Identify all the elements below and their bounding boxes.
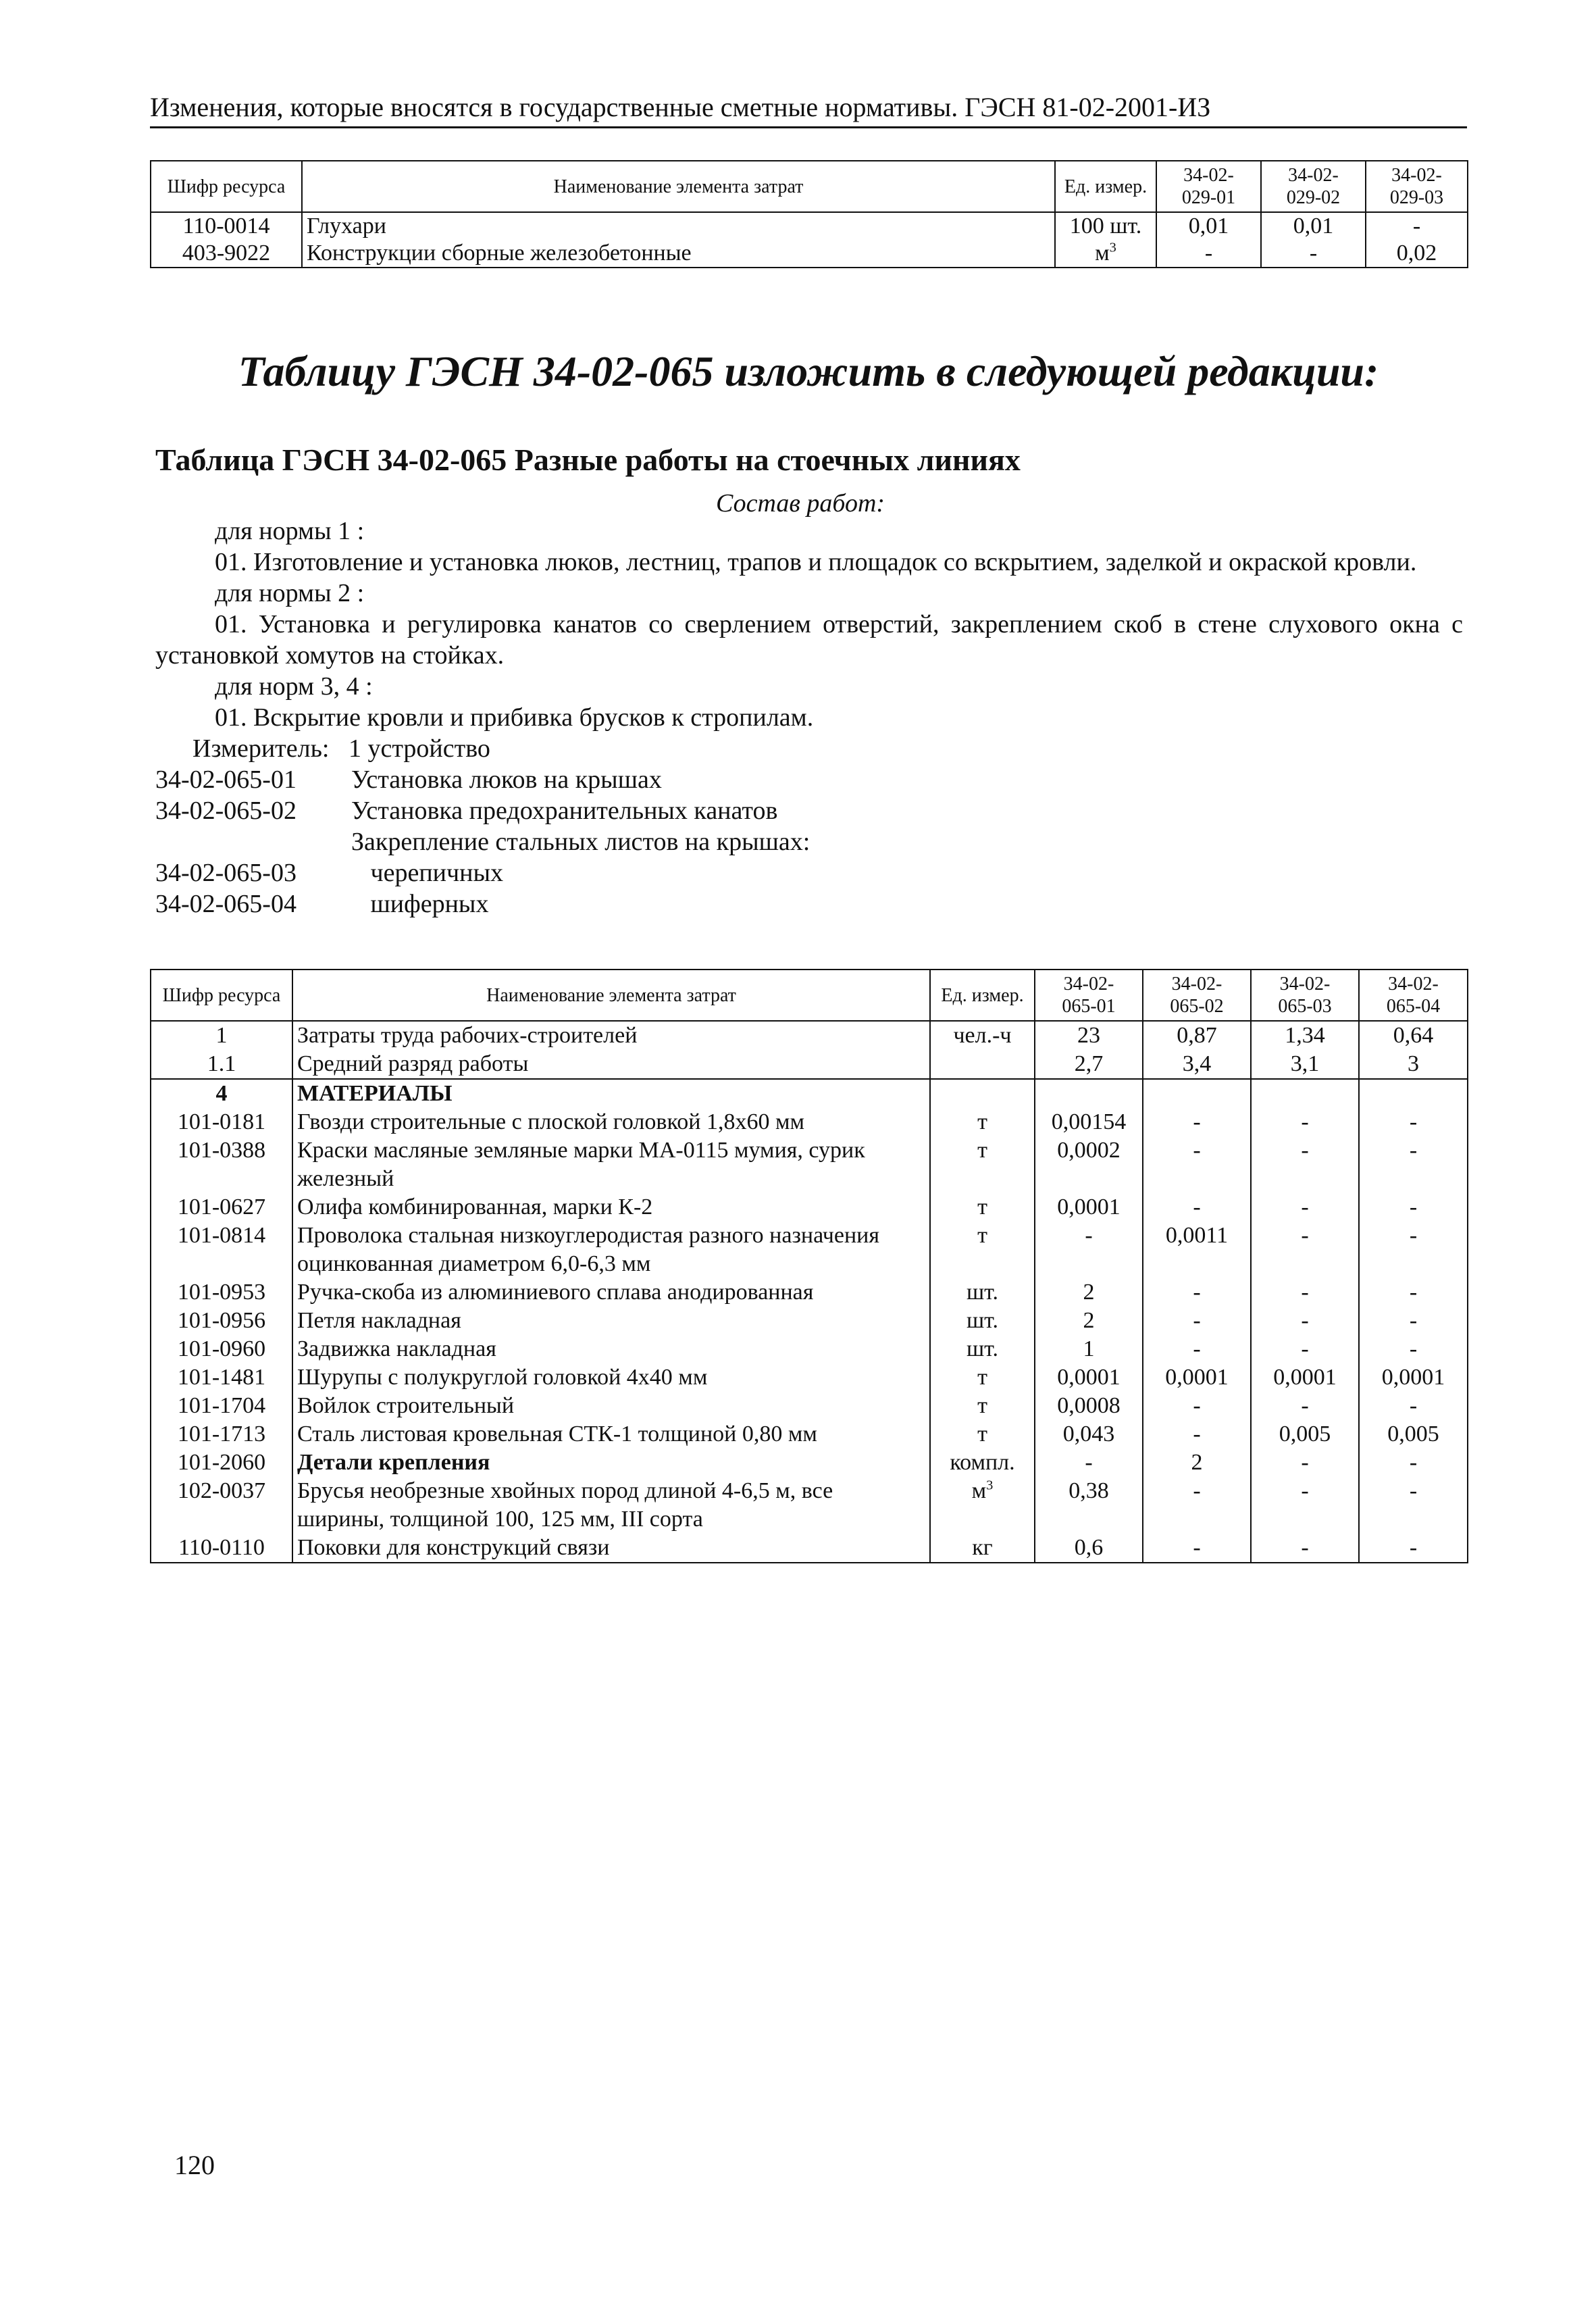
value-norm-4: - bbox=[1359, 1193, 1468, 1222]
col-header-unit: Ед. измер. bbox=[1055, 161, 1156, 212]
norm-code: 34-02-065-02 bbox=[155, 797, 297, 825]
resource-unit bbox=[930, 1477, 1035, 1534]
norm-code: 34-02-065-04 bbox=[155, 890, 297, 918]
value-norm-4: - bbox=[1359, 1307, 1468, 1335]
value-norm-4: 3 bbox=[1359, 1050, 1468, 1079]
col-header-norm-1: 34-02- 029-01 bbox=[1156, 161, 1261, 212]
table-row bbox=[151, 1363, 1468, 1392]
value-norm-4: 0,64 bbox=[1359, 1021, 1468, 1050]
resource-unit: чел.-ч bbox=[930, 1021, 1035, 1050]
value-norm-4: - bbox=[1359, 1278, 1468, 1307]
value-norm-2: - bbox=[1143, 1420, 1251, 1449]
value-norm-1: 23 bbox=[1035, 1021, 1143, 1050]
value-norm-1: - bbox=[1035, 1222, 1143, 1278]
resource-unit bbox=[1055, 240, 1156, 268]
table-row bbox=[151, 1392, 1468, 1420]
resource-code: 101-0814 bbox=[151, 1222, 292, 1278]
table-row bbox=[151, 1477, 1468, 1534]
resource-name: Сталь листовая кровельная СТК-1 толщиной 0,80 мм bbox=[292, 1420, 930, 1449]
resource-code: 102-0037 bbox=[151, 1477, 292, 1534]
resource-unit: т bbox=[930, 1193, 1035, 1222]
norm2-label: для нормы 2 : bbox=[215, 579, 365, 607]
resource-unit: шт. bbox=[930, 1307, 1035, 1335]
value-norm-1: 2,7 bbox=[1035, 1050, 1143, 1079]
value-norm-4: 0,005 bbox=[1359, 1420, 1468, 1449]
norm1-label: для нормы 1 : bbox=[215, 517, 365, 545]
resource-table-065 bbox=[150, 969, 1468, 1563]
resource-code: 101-0627 bbox=[151, 1193, 292, 1222]
norm-title: черепичных bbox=[351, 859, 503, 887]
value-norm-1 bbox=[1035, 1079, 1143, 1108]
resource-code: 1 bbox=[151, 1021, 292, 1050]
value-norm-1: 2 bbox=[1035, 1278, 1143, 1307]
unit-superscript: 3 bbox=[986, 1478, 994, 1493]
norm-title: Закрепление стальных листов на крышах: bbox=[351, 828, 810, 856]
resource-unit: т bbox=[930, 1108, 1035, 1136]
value-norm-2: - bbox=[1143, 1108, 1251, 1136]
value-norm-1: - bbox=[1156, 240, 1261, 268]
norm-row bbox=[155, 888, 1463, 920]
value-norm-4: - bbox=[1359, 1335, 1468, 1363]
value-norm-3: 1,34 bbox=[1251, 1021, 1359, 1050]
value-norm-3: 0,02 bbox=[1366, 240, 1468, 268]
norm-title: шиферных bbox=[351, 890, 489, 918]
table-row bbox=[151, 240, 1468, 268]
table-header-row bbox=[151, 161, 1468, 212]
value-norm-1: 0,01 bbox=[1156, 212, 1261, 240]
table-row bbox=[151, 1278, 1468, 1307]
value-norm-1: 0,38 bbox=[1035, 1477, 1143, 1534]
value-norm-4: - bbox=[1359, 1136, 1468, 1193]
value-norm-2: - bbox=[1143, 1392, 1251, 1420]
value-norm-2: 0,87 bbox=[1143, 1021, 1251, 1050]
value-norm-4: - bbox=[1359, 1534, 1468, 1563]
unit-superscript: 3 bbox=[1109, 240, 1116, 255]
table-row bbox=[151, 1050, 1468, 1079]
norm-row bbox=[155, 764, 1463, 795]
resource-unit: компл. bbox=[930, 1449, 1035, 1477]
table-row bbox=[151, 212, 1468, 240]
col-header-norm-3: 34-02- 029-03 bbox=[1366, 161, 1468, 212]
value-norm-2: - bbox=[1143, 1136, 1251, 1193]
col-header-code: Шифр ресурса bbox=[151, 970, 292, 1021]
value-norm-2: - bbox=[1143, 1477, 1251, 1534]
col-header-norm-4: 34-02- 065-04 bbox=[1359, 970, 1468, 1021]
value-norm-3: - bbox=[1251, 1193, 1359, 1222]
value-norm-1: 1 bbox=[1035, 1335, 1143, 1363]
value-norm-1: 2 bbox=[1035, 1307, 1143, 1335]
col-header-name: Наименование элемента затрат bbox=[302, 161, 1055, 212]
page-number: 120 bbox=[174, 2150, 215, 2180]
table-header-row bbox=[151, 970, 1468, 1021]
value-norm-1: - bbox=[1035, 1449, 1143, 1477]
value-norm-1: 0,043 bbox=[1035, 1420, 1143, 1449]
value-norm-1: 0,0002 bbox=[1035, 1136, 1143, 1193]
resource-code: 101-1713 bbox=[151, 1420, 292, 1449]
resource-code: 1.1 bbox=[151, 1050, 292, 1079]
value-norm-3: - bbox=[1251, 1278, 1359, 1307]
value-norm-4: - bbox=[1359, 1108, 1468, 1136]
resource-code: 101-1704 bbox=[151, 1392, 292, 1420]
norm-code: 34-02-065-03 bbox=[155, 859, 297, 887]
resource-unit: шт. bbox=[930, 1335, 1035, 1363]
resource-code: 101-1481 bbox=[151, 1363, 292, 1392]
section-heading: МАТЕРИАЛЫ bbox=[292, 1079, 930, 1108]
table-row bbox=[151, 1534, 1468, 1563]
meter-line: Измеритель: 1 устройство bbox=[192, 734, 490, 763]
value-norm-1: 0,0008 bbox=[1035, 1392, 1143, 1420]
col-header-norm-3: 34-02- 065-03 bbox=[1251, 970, 1359, 1021]
value-norm-2: - bbox=[1261, 240, 1366, 268]
norm-row bbox=[155, 857, 1463, 888]
resource-code: 403-9022 bbox=[151, 240, 302, 268]
resource-unit: шт. bbox=[930, 1278, 1035, 1307]
table-row bbox=[151, 1193, 1468, 1222]
resource-code: 101-0953 bbox=[151, 1278, 292, 1307]
value-norm-3: - bbox=[1251, 1222, 1359, 1278]
value-norm-2: 0,0011 bbox=[1143, 1222, 1251, 1278]
resource-unit: 100 шт. bbox=[1055, 212, 1156, 240]
unit-base: м bbox=[971, 1478, 987, 1503]
resource-code: 101-0388 bbox=[151, 1136, 292, 1193]
page-header: Изменения, которые вносятся в государственные сметные нормативы. ГЭСН 81-02-2001-ИЗ bbox=[150, 90, 1467, 128]
value-norm-3: 3,1 bbox=[1251, 1050, 1359, 1079]
resource-code: 110-0014 bbox=[151, 212, 302, 240]
value-norm-2: - bbox=[1143, 1335, 1251, 1363]
value-norm-3: 0,0001 bbox=[1251, 1363, 1359, 1392]
norm34-text: 01. Вскрытие кровли и прибивка брусков к стропилам. bbox=[215, 703, 814, 732]
value-norm-2: 0,0001 bbox=[1143, 1363, 1251, 1392]
table-title: Таблица ГЭСН 34-02-065 Разные работы на стоечных линиях bbox=[155, 443, 1021, 477]
resource-code: 101-0960 bbox=[151, 1335, 292, 1363]
resource-name: Шурупы с полукруглой головкой 4х40 мм bbox=[292, 1363, 930, 1392]
value-norm-4: - bbox=[1359, 1222, 1468, 1278]
value-norm-1: 0,00154 bbox=[1035, 1108, 1143, 1136]
resource-name: Олифа комбинированная, марки К-2 bbox=[292, 1193, 930, 1222]
resource-name: Проволока стальная низкоуглеродистая разного назначения оцинкованная диаметром 6,0-6,3 мм bbox=[292, 1222, 930, 1278]
resource-table-029 bbox=[150, 160, 1468, 268]
composition-label: Состав работ: bbox=[716, 489, 885, 518]
value-norm-3: - bbox=[1251, 1449, 1359, 1477]
resource-unit bbox=[930, 1079, 1035, 1108]
value-norm-1: 0,0001 bbox=[1035, 1193, 1143, 1222]
resource-name: Задвижка накладная bbox=[292, 1335, 930, 1363]
value-norm-4: - bbox=[1359, 1449, 1468, 1477]
table-row bbox=[151, 1222, 1468, 1278]
norm-title: Установка предохранительных канатов bbox=[351, 797, 778, 825]
norm-title: Установка люков на крышах bbox=[351, 765, 662, 794]
value-norm-2: 0,01 bbox=[1261, 212, 1366, 240]
resource-code: 110-0110 bbox=[151, 1534, 292, 1563]
value-norm-2: - bbox=[1143, 1278, 1251, 1307]
norm-row bbox=[155, 826, 1463, 857]
value-norm-1: 0,0001 bbox=[1035, 1363, 1143, 1392]
resource-code: 101-0181 bbox=[151, 1108, 292, 1136]
col-header-name: Наименование элемента затрат bbox=[292, 970, 930, 1021]
value-norm-3: - bbox=[1251, 1335, 1359, 1363]
value-norm-2 bbox=[1143, 1079, 1251, 1108]
col-header-code: Шифр ресурса bbox=[151, 161, 302, 212]
resource-name: Ручка-скоба из алюминиевого сплава анодированная bbox=[292, 1278, 930, 1307]
value-norm-2: 3,4 bbox=[1143, 1050, 1251, 1079]
col-header-norm-2: 34-02- 065-02 bbox=[1143, 970, 1251, 1021]
value-norm-2: 2 bbox=[1143, 1449, 1251, 1477]
table-row bbox=[151, 1335, 1468, 1363]
table-row bbox=[151, 1420, 1468, 1449]
table-row bbox=[151, 1136, 1468, 1193]
table-row bbox=[151, 1108, 1468, 1136]
resource-name: Затраты труда рабочих-строителей bbox=[292, 1021, 930, 1050]
value-norm-3: - bbox=[1366, 212, 1468, 240]
resource-unit: т bbox=[930, 1420, 1035, 1449]
value-norm-4 bbox=[1359, 1079, 1468, 1108]
value-norm-3: 0,005 bbox=[1251, 1420, 1359, 1449]
value-norm-3 bbox=[1251, 1079, 1359, 1108]
value-norm-3: - bbox=[1251, 1108, 1359, 1136]
norm-code bbox=[155, 826, 351, 857]
value-norm-2: - bbox=[1143, 1193, 1251, 1222]
resource-name: Средний разряд работы bbox=[292, 1050, 930, 1079]
col-header-norm-2: 34-02- 029-02 bbox=[1261, 161, 1366, 212]
resource-unit: кг bbox=[930, 1534, 1035, 1563]
resource-code: 101-2060 bbox=[151, 1449, 292, 1477]
norm-code: 34-02-065-01 bbox=[155, 765, 297, 794]
norm1-text: 01. Изготовление и установка люков, лестниц, трапов и площадок со вскрытием, заделкой и окраской кровли. bbox=[215, 548, 1417, 576]
revision-heading: Таблицу ГЭСН 34-02-065 изложить в следующей редакции: bbox=[238, 347, 1379, 395]
norm-row bbox=[155, 795, 1463, 826]
value-norm-3: - bbox=[1251, 1392, 1359, 1420]
resource-name: Детали крепления bbox=[292, 1449, 930, 1477]
resource-unit: т bbox=[930, 1222, 1035, 1278]
table-row bbox=[151, 1449, 1468, 1477]
norm34-label: для норм 3, 4 : bbox=[215, 672, 373, 701]
norm2-text: 01. Установка и регулировка канатов со сверлением отверстий, закреплением скоб в стене слухового окна с установкой хомутов на стойках. bbox=[155, 610, 1463, 670]
col-header-norm-1: 34-02- 065-01 bbox=[1035, 970, 1143, 1021]
value-norm-3: - bbox=[1251, 1477, 1359, 1534]
value-norm-4: - bbox=[1359, 1477, 1468, 1534]
resource-code: 101-0956 bbox=[151, 1307, 292, 1335]
resource-name: Конструкции сборные железобетонные bbox=[302, 240, 1055, 268]
resource-unit: т bbox=[930, 1136, 1035, 1193]
table-row bbox=[151, 1079, 1468, 1108]
value-norm-2: - bbox=[1143, 1534, 1251, 1563]
resource-name: Петля накладная bbox=[292, 1307, 930, 1335]
value-norm-3: - bbox=[1251, 1307, 1359, 1335]
value-norm-4: - bbox=[1359, 1392, 1468, 1420]
resource-unit bbox=[930, 1050, 1035, 1079]
table-row bbox=[151, 1307, 1468, 1335]
resource-name: Поковки для конструкций связи bbox=[292, 1534, 930, 1563]
unit-base: м bbox=[1095, 241, 1110, 266]
resource-name: Краски масляные земляные марки МА-0115 мумия, сурик железный bbox=[292, 1136, 930, 1193]
value-norm-1: 0,6 bbox=[1035, 1534, 1143, 1563]
value-norm-4: 0,0001 bbox=[1359, 1363, 1468, 1392]
resource-name: Глухари bbox=[302, 212, 1055, 240]
value-norm-3: - bbox=[1251, 1534, 1359, 1563]
composition-text bbox=[155, 515, 1463, 920]
table-row bbox=[151, 1021, 1468, 1050]
resource-unit: т bbox=[930, 1392, 1035, 1420]
resource-name: Гвозди строительные с плоской головкой 1,8х60 мм bbox=[292, 1108, 930, 1136]
value-norm-2: - bbox=[1143, 1307, 1251, 1335]
resource-unit: т bbox=[930, 1363, 1035, 1392]
resource-code: 4 bbox=[151, 1079, 292, 1108]
value-norm-3: - bbox=[1251, 1136, 1359, 1193]
resource-name: Брусья необрезные хвойных пород длиной 4-6,5 м, все ширины, толщиной 100, 125 мм, III сорта bbox=[292, 1477, 930, 1534]
resource-name: Войлок строительный bbox=[292, 1392, 930, 1420]
col-header-unit: Ед. измер. bbox=[930, 970, 1035, 1021]
